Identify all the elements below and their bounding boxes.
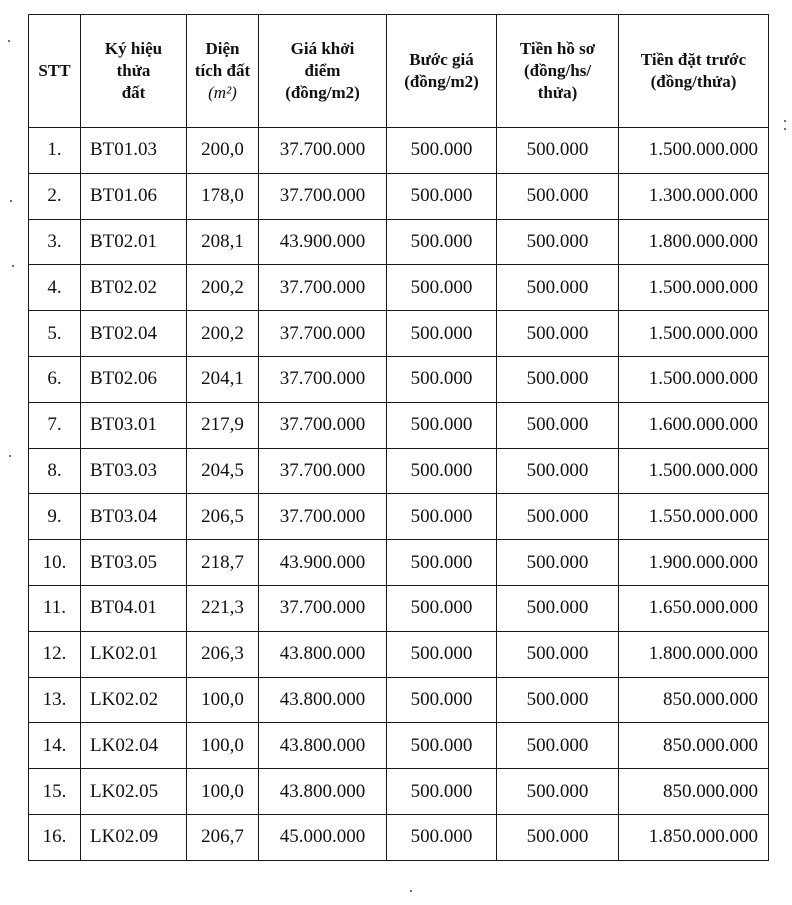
cell-price-step: 500.000 <box>387 631 497 677</box>
cell-deposit: 850.000.000 <box>619 677 769 723</box>
cell-area: 206,5 <box>187 494 259 540</box>
cell-area: 200,2 <box>187 265 259 311</box>
cell-file-fee: 500.000 <box>497 677 619 723</box>
cell-price-step: 500.000 <box>387 448 497 494</box>
header-area <box>187 15 259 128</box>
table-row <box>29 540 769 586</box>
cell-file-fee: 500.000 <box>497 723 619 769</box>
cell-price-step: 500.000 <box>387 677 497 723</box>
cell-start-price: 37.700.000 <box>259 128 387 174</box>
cell-stt: 15. <box>29 769 81 815</box>
cell-price-step: 500.000 <box>387 173 497 219</box>
cell-start-price: 37.700.000 <box>259 585 387 631</box>
cell-stt: 5. <box>29 311 81 357</box>
table-row <box>29 219 769 265</box>
cell-start-price: 37.700.000 <box>259 494 387 540</box>
header-price-step <box>387 15 497 128</box>
header-symbol-line: Ký hiệu <box>104 39 163 58</box>
cell-deposit: 1.800.000.000 <box>619 631 769 677</box>
header-deposit-line: (đồng/thửa) <box>650 72 737 91</box>
table-row <box>29 631 769 677</box>
header-start-price-line: Giá khởi <box>290 39 355 58</box>
cell-stt: 10. <box>29 540 81 586</box>
cell-symbol: BT03.04 <box>81 494 187 540</box>
cell-start-price: 37.700.000 <box>259 311 387 357</box>
cell-price-step: 500.000 <box>387 769 497 815</box>
cell-stt: 6. <box>29 356 81 402</box>
cell-file-fee: 500.000 <box>497 128 619 174</box>
table-row <box>29 128 769 174</box>
cell-area: 204,1 <box>187 356 259 402</box>
cell-file-fee: 500.000 <box>497 494 619 540</box>
cell-symbol: BT03.01 <box>81 402 187 448</box>
cell-stt: 12. <box>29 631 81 677</box>
cell-deposit: 1.300.000.000 <box>619 173 769 219</box>
cell-start-price: 37.700.000 <box>259 448 387 494</box>
cell-area: 100,0 <box>187 677 259 723</box>
header-deposit <box>619 15 769 128</box>
cell-deposit: 1.500.000.000 <box>619 448 769 494</box>
cell-start-price: 45.000.000 <box>259 814 387 860</box>
cell-start-price: 37.700.000 <box>259 356 387 402</box>
table-row <box>29 814 769 860</box>
cell-start-price: 43.800.000 <box>259 723 387 769</box>
header-area-line: Diện <box>205 39 240 58</box>
cell-file-fee: 500.000 <box>497 814 619 860</box>
cell-deposit: 1.600.000.000 <box>619 402 769 448</box>
cell-start-price: 43.800.000 <box>259 631 387 677</box>
scan-speck <box>410 890 412 892</box>
cell-start-price: 37.700.000 <box>259 173 387 219</box>
scan-speck <box>10 200 12 202</box>
cell-start-price: 37.700.000 <box>259 402 387 448</box>
cell-start-price: 43.800.000 <box>259 677 387 723</box>
cell-area: 100,0 <box>187 723 259 769</box>
cell-stt: 4. <box>29 265 81 311</box>
cell-symbol: LK02.05 <box>81 769 187 815</box>
cell-file-fee: 500.000 <box>497 631 619 677</box>
table-row <box>29 173 769 219</box>
cell-deposit: 850.000.000 <box>619 769 769 815</box>
cell-symbol: LK02.04 <box>81 723 187 769</box>
cell-deposit: 1.550.000.000 <box>619 494 769 540</box>
table-row <box>29 448 769 494</box>
cell-symbol: LK02.01 <box>81 631 187 677</box>
cell-file-fee: 500.000 <box>497 540 619 586</box>
header-start-price-line: điểm <box>304 61 341 80</box>
cell-area: 200,2 <box>187 311 259 357</box>
header-area-unit: (m²) <box>208 83 237 102</box>
cell-area: 221,3 <box>187 585 259 631</box>
cell-symbol: LK02.02 <box>81 677 187 723</box>
header-symbol <box>81 15 187 128</box>
header-area-line: tích đất <box>194 61 251 80</box>
cell-deposit: 1.800.000.000 <box>619 219 769 265</box>
cell-stt: 14. <box>29 723 81 769</box>
scan-speck <box>784 128 786 130</box>
cell-file-fee: 500.000 <box>497 173 619 219</box>
header-deposit-line: Tiền đặt trước <box>640 50 747 69</box>
cell-deposit: 850.000.000 <box>619 723 769 769</box>
cell-stt: 1. <box>29 128 81 174</box>
cell-deposit: 1.900.000.000 <box>619 540 769 586</box>
header-file-fee-line: (đồng/hs/ <box>523 61 592 80</box>
cell-area: 217,9 <box>187 402 259 448</box>
cell-symbol: BT03.05 <box>81 540 187 586</box>
cell-symbol: BT01.03 <box>81 128 187 174</box>
header-stt <box>29 15 81 128</box>
cell-deposit: 1.500.000.000 <box>619 265 769 311</box>
header-file-fee-line: thửa) <box>537 83 578 102</box>
cell-price-step: 500.000 <box>387 723 497 769</box>
cell-symbol: BT01.06 <box>81 173 187 219</box>
cell-stt: 16. <box>29 814 81 860</box>
cell-symbol: BT02.06 <box>81 356 187 402</box>
cell-area: 100,0 <box>187 769 259 815</box>
cell-price-step: 500.000 <box>387 311 497 357</box>
cell-file-fee: 500.000 <box>497 356 619 402</box>
cell-area: 218,7 <box>187 540 259 586</box>
table-row <box>29 402 769 448</box>
header-symbol-line: đất <box>121 83 146 102</box>
cell-stt: 7. <box>29 402 81 448</box>
table-row <box>29 265 769 311</box>
cell-area: 206,7 <box>187 814 259 860</box>
cell-deposit: 1.850.000.000 <box>619 814 769 860</box>
header-symbol-line: thửa <box>116 61 151 80</box>
cell-start-price: 43.800.000 <box>259 769 387 815</box>
table-row <box>29 311 769 357</box>
cell-area: 200,0 <box>187 128 259 174</box>
header-start-price-line: (đồng/m2) <box>285 83 360 102</box>
cell-deposit: 1.500.000.000 <box>619 356 769 402</box>
cell-price-step: 500.000 <box>387 128 497 174</box>
cell-file-fee: 500.000 <box>497 585 619 631</box>
table-row <box>29 677 769 723</box>
table-row <box>29 769 769 815</box>
cell-price-step: 500.000 <box>387 494 497 540</box>
cell-stt: 9. <box>29 494 81 540</box>
cell-deposit: 1.500.000.000 <box>619 311 769 357</box>
cell-file-fee: 500.000 <box>497 265 619 311</box>
scan-speck <box>9 455 11 457</box>
cell-start-price: 43.900.000 <box>259 219 387 265</box>
cell-file-fee: 500.000 <box>497 448 619 494</box>
header-price-step-line: Bước giá <box>409 50 474 69</box>
header-price-step-line: (đồng/m2) <box>404 72 479 91</box>
header-stt-text: STT <box>38 61 71 80</box>
header-file-fee <box>497 15 619 128</box>
cell-area: 204,5 <box>187 448 259 494</box>
cell-price-step: 500.000 <box>387 356 497 402</box>
table-row <box>29 494 769 540</box>
table-row <box>29 356 769 402</box>
table-row <box>29 723 769 769</box>
cell-price-step: 500.000 <box>387 540 497 586</box>
header-row <box>29 15 769 128</box>
scan-speck <box>8 40 10 42</box>
cell-file-fee: 500.000 <box>497 311 619 357</box>
header-start-price <box>259 15 387 128</box>
cell-area: 178,0 <box>187 173 259 219</box>
cell-symbol: BT04.01 <box>81 585 187 631</box>
cell-start-price: 37.700.000 <box>259 265 387 311</box>
header-file-fee-line: Tiền hồ sơ <box>519 39 596 58</box>
cell-file-fee: 500.000 <box>497 769 619 815</box>
cell-deposit: 1.650.000.000 <box>619 585 769 631</box>
cell-stt: 3. <box>29 219 81 265</box>
cell-symbol: LK02.09 <box>81 814 187 860</box>
table-row <box>29 585 769 631</box>
table-body <box>29 128 769 861</box>
cell-price-step: 500.000 <box>387 265 497 311</box>
cell-file-fee: 500.000 <box>497 219 619 265</box>
cell-price-step: 500.000 <box>387 814 497 860</box>
cell-area: 206,3 <box>187 631 259 677</box>
cell-file-fee: 500.000 <box>497 402 619 448</box>
auction-table-container <box>28 14 769 861</box>
cell-stt: 13. <box>29 677 81 723</box>
cell-stt: 8. <box>29 448 81 494</box>
cell-price-step: 500.000 <box>387 402 497 448</box>
cell-symbol: BT02.02 <box>81 265 187 311</box>
cell-stt: 2. <box>29 173 81 219</box>
cell-symbol: BT03.03 <box>81 448 187 494</box>
scan-speck <box>12 265 14 267</box>
cell-deposit: 1.500.000.000 <box>619 128 769 174</box>
cell-price-step: 500.000 <box>387 219 497 265</box>
cell-symbol: BT02.04 <box>81 311 187 357</box>
cell-symbol: BT02.01 <box>81 219 187 265</box>
cell-price-step: 500.000 <box>387 585 497 631</box>
cell-start-price: 43.900.000 <box>259 540 387 586</box>
land-auction-table <box>28 14 769 861</box>
scan-speck <box>784 120 786 122</box>
cell-area: 208,1 <box>187 219 259 265</box>
cell-stt: 11. <box>29 585 81 631</box>
